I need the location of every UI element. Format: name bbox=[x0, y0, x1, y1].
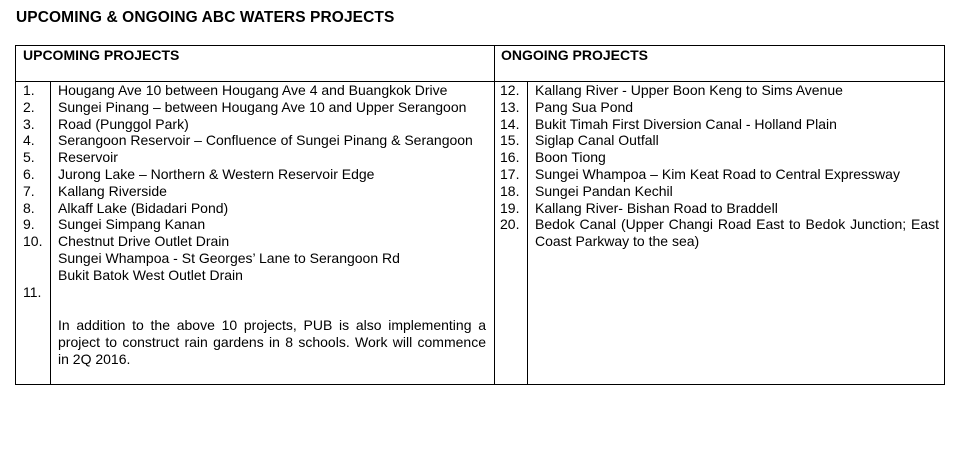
upcoming-note: In addition to the above 10 projects, PUB is also implementing a project to construct rain gardens in 8 schools. Work will commence in 2Q 2016. bbox=[58, 317, 486, 367]
upcoming-project-list bbox=[58, 82, 488, 284]
list-number: 14. bbox=[500, 115, 520, 132]
list-item: Kallang Riverside bbox=[58, 182, 167, 199]
list-number: 2. bbox=[23, 98, 35, 115]
list-number: 1. bbox=[23, 82, 35, 98]
list-item: Reservoir bbox=[58, 149, 118, 166]
list-item: Serangoon Reservoir – Confluence of Sungei Pinang & Serangoon bbox=[58, 132, 473, 149]
list-number: 9. bbox=[23, 216, 35, 233]
upcoming-number-list bbox=[23, 82, 42, 250]
list-item: Chestnut Drive Outlet Drain bbox=[58, 233, 230, 250]
upcoming-number-divider bbox=[50, 81, 51, 384]
list-number: 15. bbox=[500, 132, 520, 149]
list-item: Kallang River - Upper Boon Keng to Sims Avenue bbox=[535, 82, 843, 98]
upcoming-number-11 bbox=[23, 284, 41, 301]
list-item: Sungei Whampoa - St Georges’ Lane to Serangoon Rd bbox=[58, 249, 400, 266]
list-item: Sungei Pinang – between Hougang Ave 10 and Upper Serangoon bbox=[58, 98, 467, 115]
list-item: Alkaff Lake (Bidadari Pond) bbox=[58, 199, 229, 216]
list-number: 16. bbox=[500, 149, 520, 166]
upcoming-header: UPCOMING PROJECTS bbox=[23, 47, 180, 63]
column-divider bbox=[494, 46, 495, 384]
list-item: Boon Tiong bbox=[535, 149, 606, 166]
list-number: 5. bbox=[23, 149, 35, 166]
list-item: Pang Sua Pond bbox=[535, 98, 634, 115]
list-number: 11. bbox=[23, 284, 42, 300]
list-number: 7. bbox=[23, 182, 35, 199]
list-item: Kallang River- Bishan Road to Braddell bbox=[535, 199, 778, 216]
page-title: UPCOMING & ONGOING ABC WATERS PROJECTS bbox=[16, 9, 395, 26]
list-number: 13. bbox=[500, 98, 520, 115]
list-number: 12. bbox=[500, 82, 520, 98]
ongoing-number-divider bbox=[527, 81, 528, 384]
list-number: 10. bbox=[23, 233, 43, 250]
list-number: 4. bbox=[23, 132, 35, 149]
list-item: Jurong Lake – Northern & Western Reservoir Edge bbox=[58, 165, 375, 182]
list-item: Sungei Whampoa – Kim Keat Road to Central Expressway bbox=[535, 165, 900, 182]
ongoing-header: ONGOING PROJECTS bbox=[501, 47, 649, 63]
list-item: Siglap Canal Outfall bbox=[535, 132, 659, 149]
list-item: Sungei Simpang Kanan bbox=[58, 216, 206, 233]
list-item: Hougang Ave 10 between Hougang Ave 4 and Buangkok Drive bbox=[58, 82, 448, 98]
ongoing-project-list bbox=[535, 82, 939, 250]
list-number: 18. bbox=[500, 182, 520, 199]
list-item: Bukit Batok West Outlet Drain bbox=[58, 266, 243, 283]
list-item: Sungei Pandan Kechil bbox=[535, 182, 673, 199]
ongoing-number-list bbox=[500, 82, 519, 233]
list-item: Bedok Canal (Upper Changi Road East to Bedok Junction; East Coast Parkway to the sea) bbox=[535, 216, 939, 250]
list-number: 19. bbox=[500, 199, 520, 216]
list-item: Road (Punggol Park) bbox=[58, 115, 189, 132]
list-number: 17. bbox=[500, 165, 520, 182]
list-number: 3. bbox=[23, 115, 35, 132]
projects-table bbox=[15, 45, 945, 385]
list-number: 6. bbox=[23, 165, 35, 182]
list-number: 8. bbox=[23, 199, 35, 216]
list-item: Bukit Timah First Diversion Canal - Holland Plain bbox=[535, 115, 837, 132]
list-number: 20. bbox=[500, 216, 520, 233]
